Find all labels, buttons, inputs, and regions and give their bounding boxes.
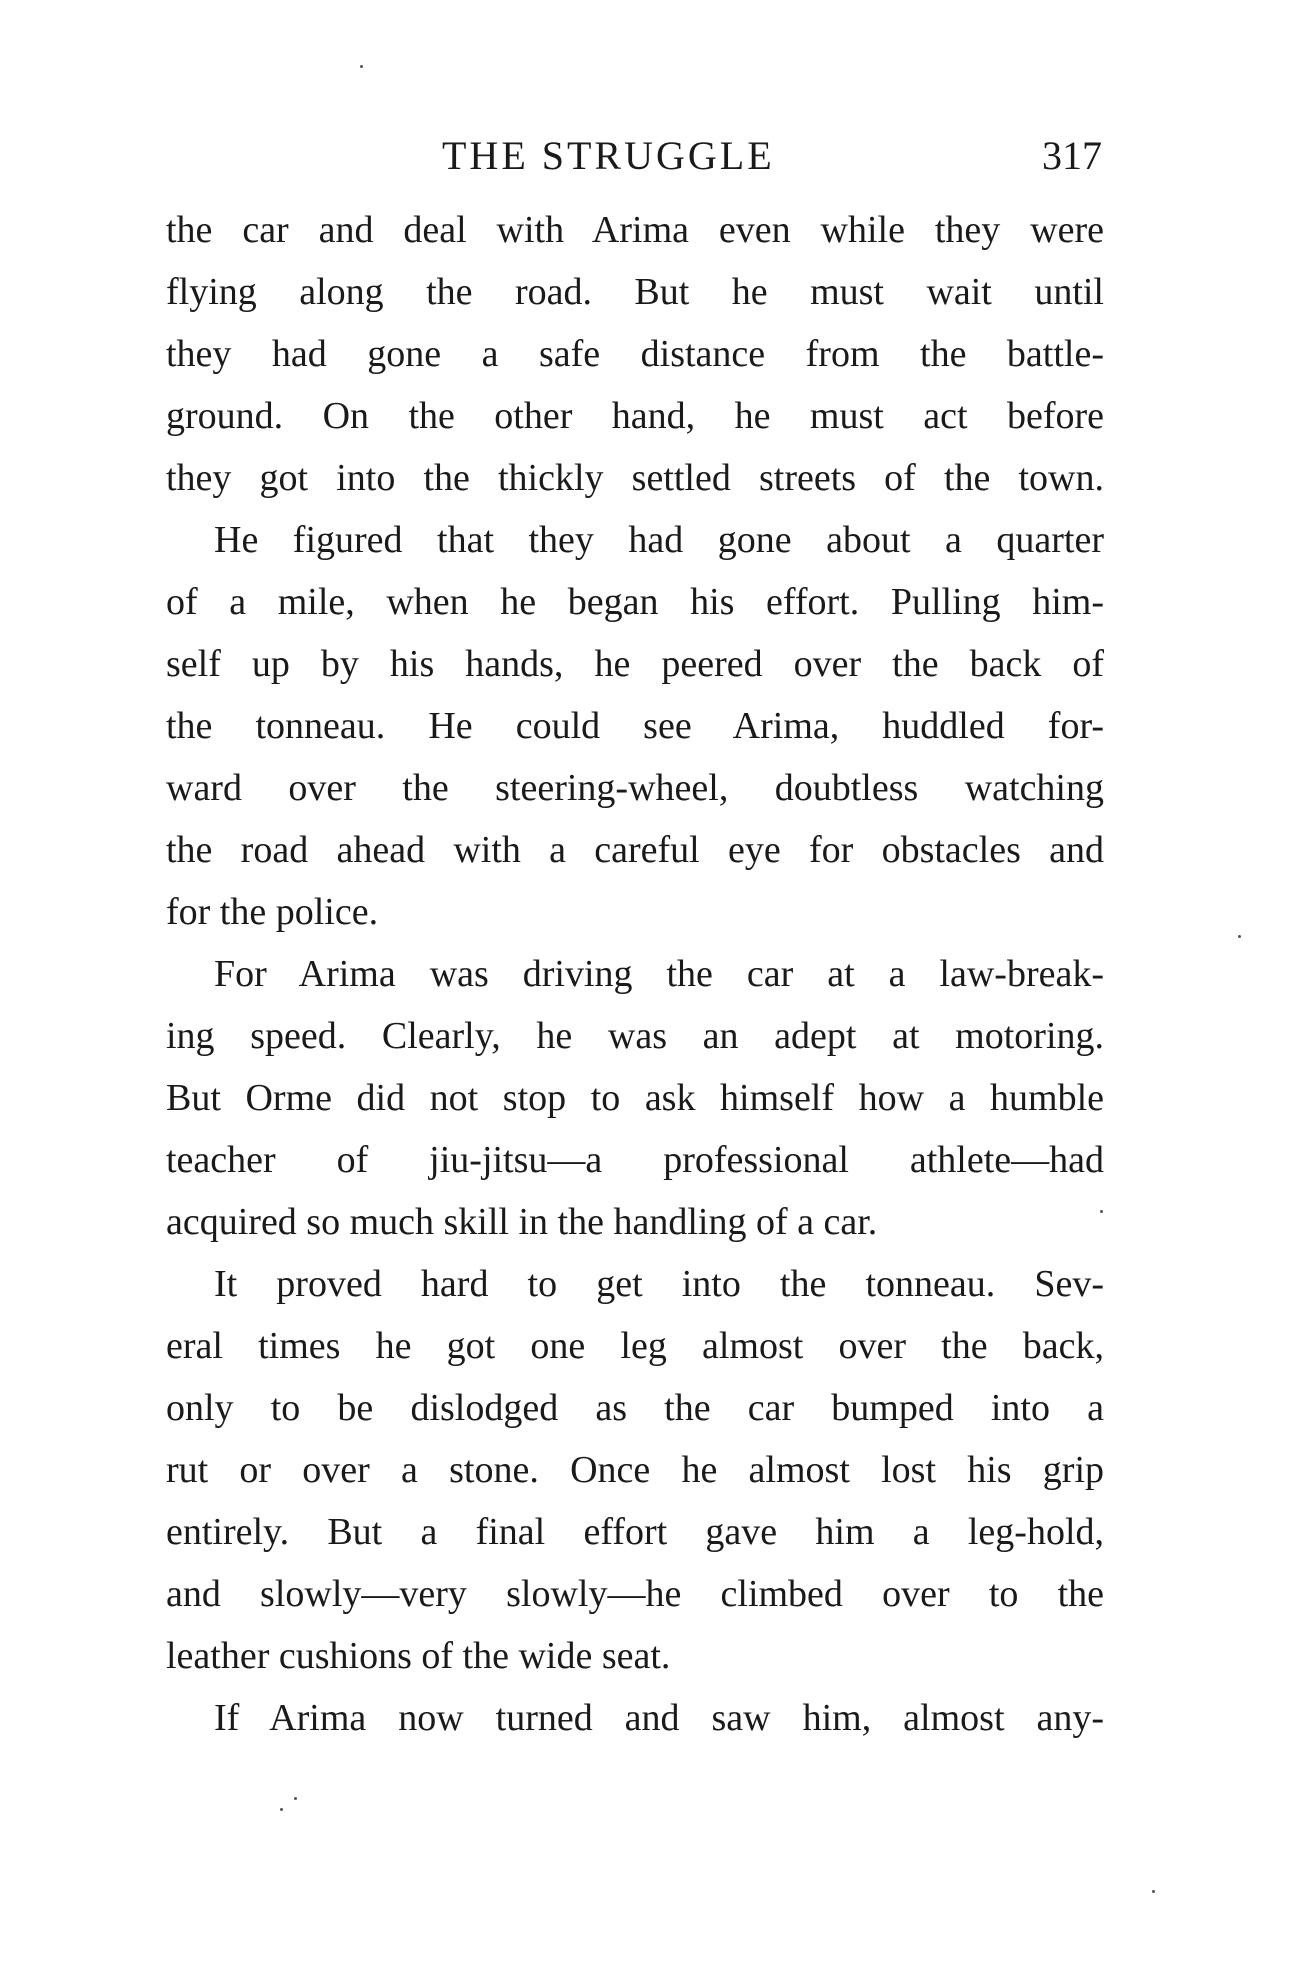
paper-speck xyxy=(1152,1890,1155,1893)
paragraph xyxy=(166,943,1104,1253)
text-line: the tonneau. He could see Arima, huddled for- xyxy=(166,705,1104,747)
text-line: For Arima was driving the car at a law-break- xyxy=(214,953,1104,995)
text-line: entirely. But a final effort gave him a leg-hold, xyxy=(166,1511,1104,1553)
text-line: of a mile, when he began his effort. Pulling him- xyxy=(166,581,1104,623)
paragraph xyxy=(166,1687,1104,1749)
paper-speck xyxy=(294,1797,297,1800)
text-line: teacher of jiu-jitsu—a professional athlete—had xyxy=(166,1139,1104,1181)
text-line: eral times he got one leg almost over the back, xyxy=(166,1325,1104,1367)
paragraph xyxy=(166,199,1104,509)
paragraph xyxy=(166,509,1104,943)
running-head xyxy=(166,128,1104,188)
text-line: for the police. xyxy=(166,891,379,933)
text-line: they got into the thickly settled streets of the town. xyxy=(166,457,1104,499)
text-line: It proved hard to get into the tonneau. Sev- xyxy=(214,1263,1104,1305)
paragraph xyxy=(166,1253,1104,1687)
paper-speck xyxy=(1100,1210,1103,1213)
text-line: flying along the road. But he must wait until xyxy=(166,271,1104,313)
running-title: THE STRUGGLE xyxy=(442,133,775,178)
paper-speck xyxy=(280,1808,283,1811)
text-line: and slowly—very slowly—he climbed over to the xyxy=(166,1573,1104,1615)
text-line: the car and deal with Arima even while they were xyxy=(166,209,1104,251)
text-line: acquired so much skill in the handling of a car. xyxy=(166,1201,878,1243)
text-line: But Orme did not stop to ask himself how a humble xyxy=(166,1077,1104,1119)
text-line: ward over the steering-wheel, doubtless watching xyxy=(166,767,1104,809)
text-line: He figured that they had gone about a quarter xyxy=(214,519,1104,561)
text-line: If Arima now turned and saw him, almost any- xyxy=(214,1697,1104,1739)
paper-speck xyxy=(360,65,363,68)
text-line: self up by his hands, he peered over the back of xyxy=(166,643,1104,685)
text-line: ing speed. Clearly, he was an adept at motoring. xyxy=(166,1015,1104,1057)
text-line: only to be dislodged as the car bumped into a xyxy=(166,1387,1104,1429)
body-text xyxy=(166,199,1104,1749)
text-line: they had gone a safe distance from the battle- xyxy=(166,333,1104,375)
page-number: 317 xyxy=(1042,133,1102,178)
text-line: ground. On the other hand, he must act before xyxy=(166,395,1104,437)
text-line: leather cushions of the wide seat. xyxy=(166,1635,671,1677)
paper-speck xyxy=(1238,935,1241,938)
text-line: the road ahead with a careful eye for obstacles and xyxy=(166,829,1104,871)
text-line: rut or over a stone. Once he almost lost his grip xyxy=(166,1449,1104,1491)
